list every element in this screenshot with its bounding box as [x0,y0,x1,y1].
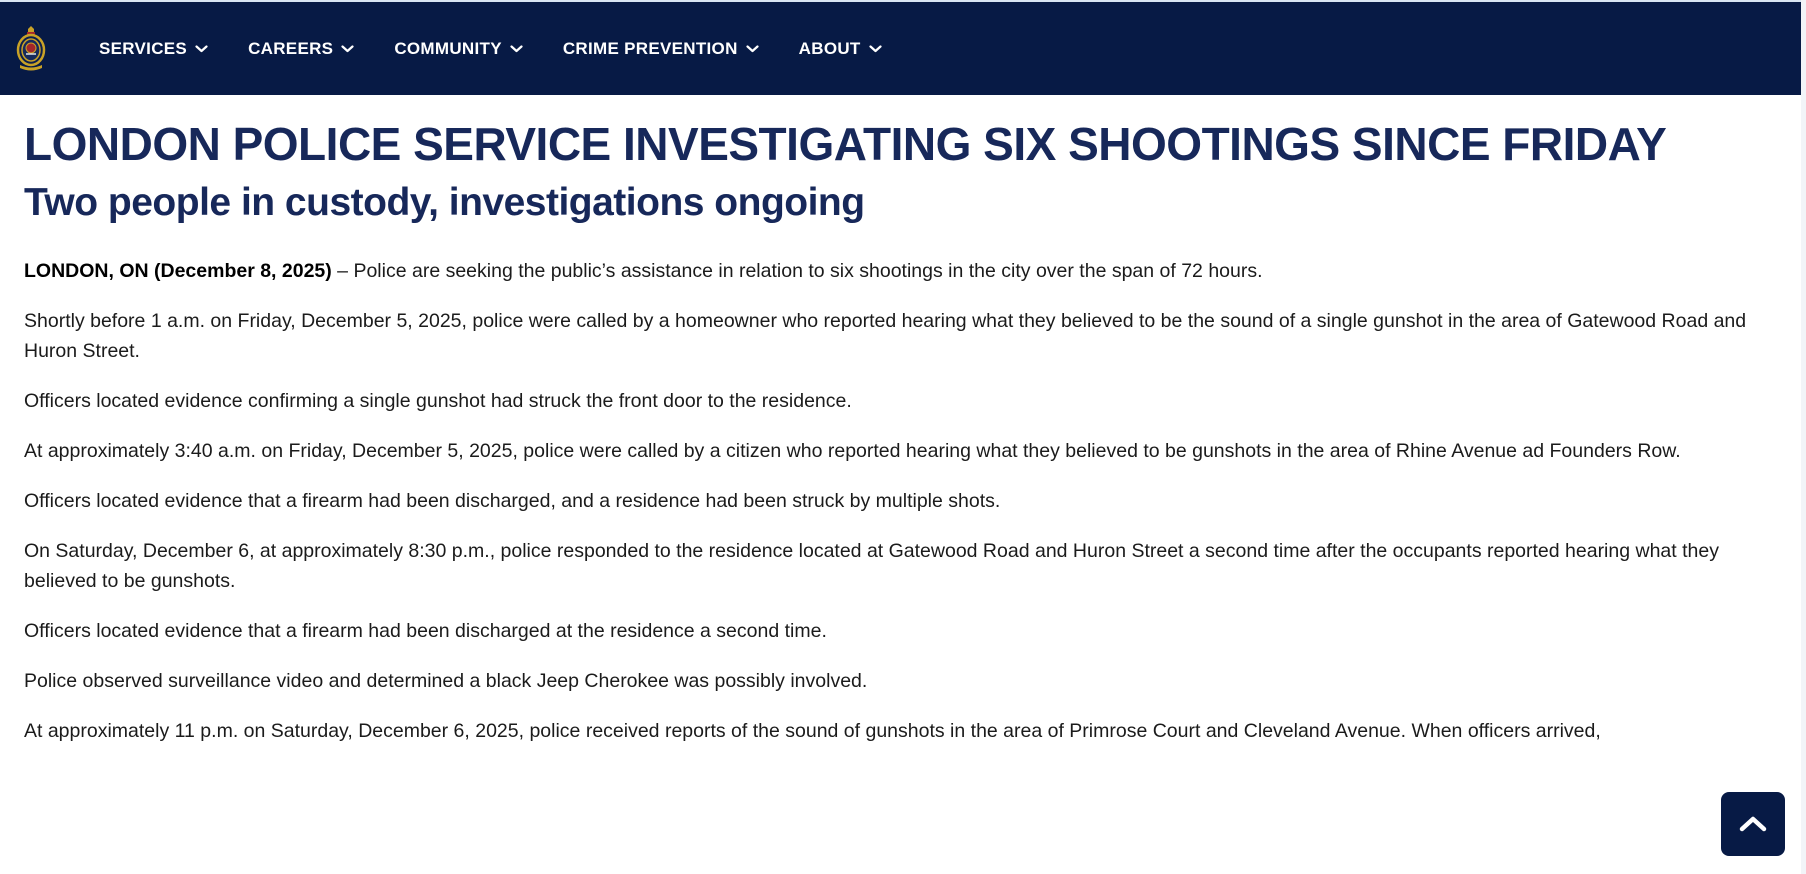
police-crest-logo[interactable] [15,26,47,72]
nav-item-label: ABOUT [798,38,861,58]
nav-item-label: SERVICES [99,38,188,58]
scrollbar-track[interactable] [1801,0,1806,874]
article-paragraph: Shortly before 1 a.m. on Friday, December 5, 2025, police were called by a homeowner who reported hearing what they believed to be the sound of a single gunshot in the area of Gatewood Road and Huron Street. [24,310,1747,363]
article-paragraph: Officers located evidence confirming a single gunshot had struck the front door to the residence. [24,390,852,413]
nav-item-about[interactable] [799,39,882,59]
main-nav [99,39,882,59]
dateline: LONDON, ON (December 8, 2025) [24,260,332,283]
nav-item-label: CRIME PREVENTION [562,38,738,58]
chevron-down-icon [341,45,354,53]
chevron-down-icon [195,45,208,53]
nav-item-crime-prevention[interactable] [563,39,759,59]
nav-item-services[interactable] [99,39,208,59]
lead-text: – Police are seeking the public’s assistance in relation to six shootings in the city over the span of 72 hours. [331,260,1263,283]
article-paragraph: On Saturday, December 6, at approximately 8:30 p.m., police responded to the residence located at Gatewood Road and Huron Street a second time after the occupants reported hearing what they believed to be gunshots. [24,540,1719,593]
nav-item-label: CAREERS [248,38,334,58]
article-paragraph: At approximately 11 p.m. on Saturday, December 6, 2025, police received reports of the sound of gunshots in the area of Primrose Court and Cleveland Avenue. When officers arrived, [24,720,1601,743]
page-title: LONDON POLICE SERVICE INVESTIGATING SIX SHOOTINGS SINCE FRIDAY [24,118,1667,170]
nav-item-community[interactable] [394,39,523,59]
nav-item-careers[interactable] [248,39,354,59]
chevron-down-icon [746,45,759,53]
back-to-top-button[interactable] [1721,792,1785,856]
page-subtitle: Two people in custody, investigations ongoing [24,180,865,224]
police-crest-icon [15,26,47,72]
top-nav-bar [0,0,1806,95]
lead-paragraph [24,256,1780,286]
nav-item-label: COMMUNITY [394,38,502,58]
nav-menu [99,39,882,59]
chevron-up-icon [1739,816,1767,832]
article [0,95,1806,746]
article-paragraph: Police observed surveillance video and determined a black Jeep Cherokee was possibly involved. [24,670,868,693]
chevron-down-icon [869,45,882,53]
article-paragraph: Officers located evidence that a firearm had been discharged, and a residence had been struck by multiple shots. [24,490,1001,513]
chevron-down-icon [510,45,523,53]
article-body [24,306,1780,746]
article-paragraph: Officers located evidence that a firearm had been discharged at the residence a second time. [24,620,827,643]
article-paragraph: At approximately 3:40 a.m. on Friday, December 5, 2025, police were called by a citizen who reported hearing what they believed to be gunshots in the area of Rhine Avenue ad Founders Row. [24,440,1681,463]
